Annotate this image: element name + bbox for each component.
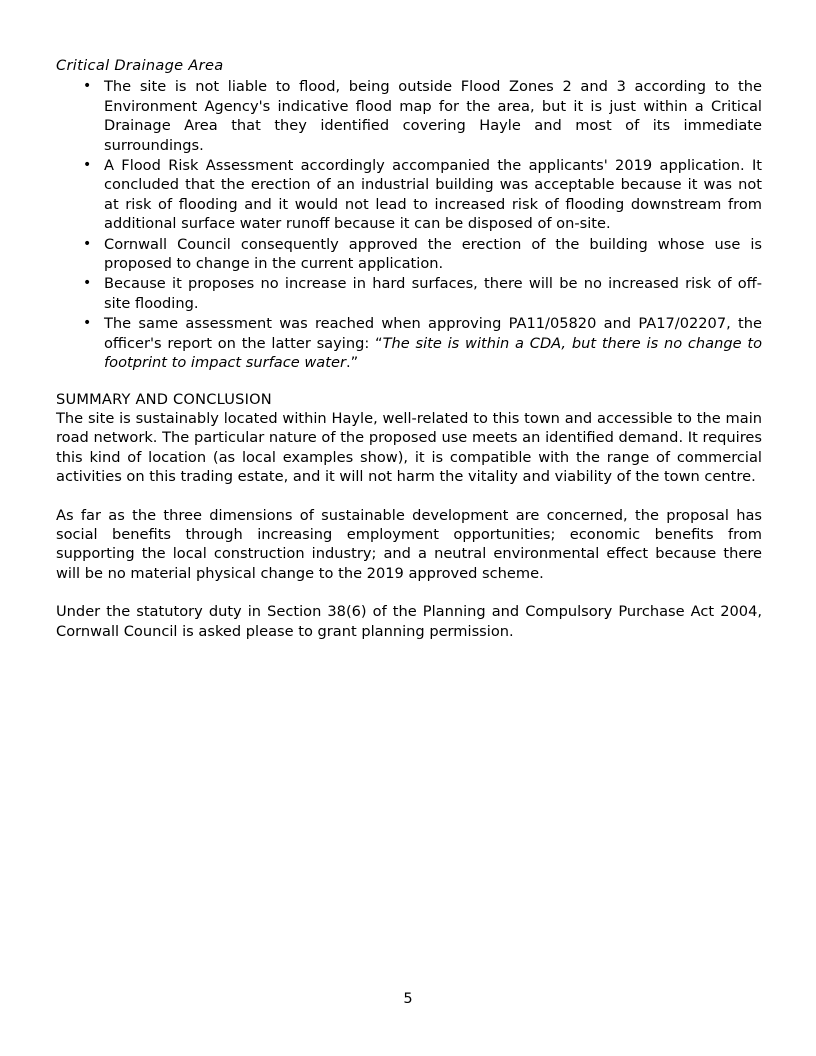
list-item — [56, 274, 762, 313]
officer-report-quote: The site is within a CDA, but there is no change to footprint to impact surface water — [104, 334, 762, 372]
conclusion-paragraph-3: Under the statutory duty in Section 38(6) of the Planning and Compulsory Purchase Act 2004, Cornwall Council is asked please to grant planning permission. — [56, 603, 762, 640]
heading-summary-and-conclusion: SUMMARY AND CONCLUSION — [56, 390, 272, 408]
document-body — [56, 56, 762, 641]
list-item-text-before-quote: The same assessment was reached when approving PA11/05820 and PA17/02207, the officer's report on the latter saying: “ — [104, 315, 762, 352]
list-item — [56, 235, 762, 274]
list-item — [56, 77, 762, 155]
list-item-text: Because it proposes no increase in hard surfaces, there will be no increased risk of off-site flooding. — [104, 275, 762, 312]
bullet-marker-icon: • — [83, 235, 92, 252]
conclusion-paragraph-2: As far as the three dimensions of sustainable development are concerned, the proposal has social benefits through increasing employment opportunities; economic benefits from supporting the local construction industry; and a neutral environmental effect because there will be no material physical change to the 2019 approved scheme. — [56, 506, 762, 582]
bullet-marker-icon: • — [83, 315, 92, 332]
list-item-text-after-quote: .” — [345, 354, 359, 372]
section-heading-critical-drainage-area: Critical Drainage Area — [56, 57, 224, 74]
bullet-marker-icon: • — [83, 275, 92, 292]
bullet-marker-icon: • — [83, 78, 92, 95]
list-item-text: A Flood Risk Assessment accordingly accompanied the applicants' 2019 application. It concluded that the erection of an industrial building was acceptable because it was not at risk of flooding and it would not lead to increased risk of flooding downstream from additional surface water runoff because it can be disposed of on-site. — [104, 157, 762, 233]
bullet-marker-icon: • — [83, 157, 92, 174]
page-number: 5 — [403, 990, 413, 1007]
list-item — [56, 156, 762, 234]
critical-drainage-bullet-list — [56, 77, 762, 372]
list-item-text: Cornwall Council consequently approved the erection of the building whose use is proposed to change in the current application. — [104, 235, 762, 273]
list-item-with-quote — [56, 314, 762, 372]
list-item-text: The site is not liable to flood, being outside Flood Zones 2 and 3 according to the Environment Agency's indicative flood map for the area, but it is just within a Critical Drainage Area that they identified covering Hayle and most of its immediate surroundings. — [104, 78, 762, 154]
conclusion-paragraph-1: The site is sustainably located within Hayle, well-related to this town and accessible to the main road network. The particular nature of the proposed use meets an identified demand. It requires this kind of location (as local examples show), it is compatible with the range of commercial activities on this trading estate, and it will not harm the vitality and viability of the town centre. — [56, 409, 762, 486]
